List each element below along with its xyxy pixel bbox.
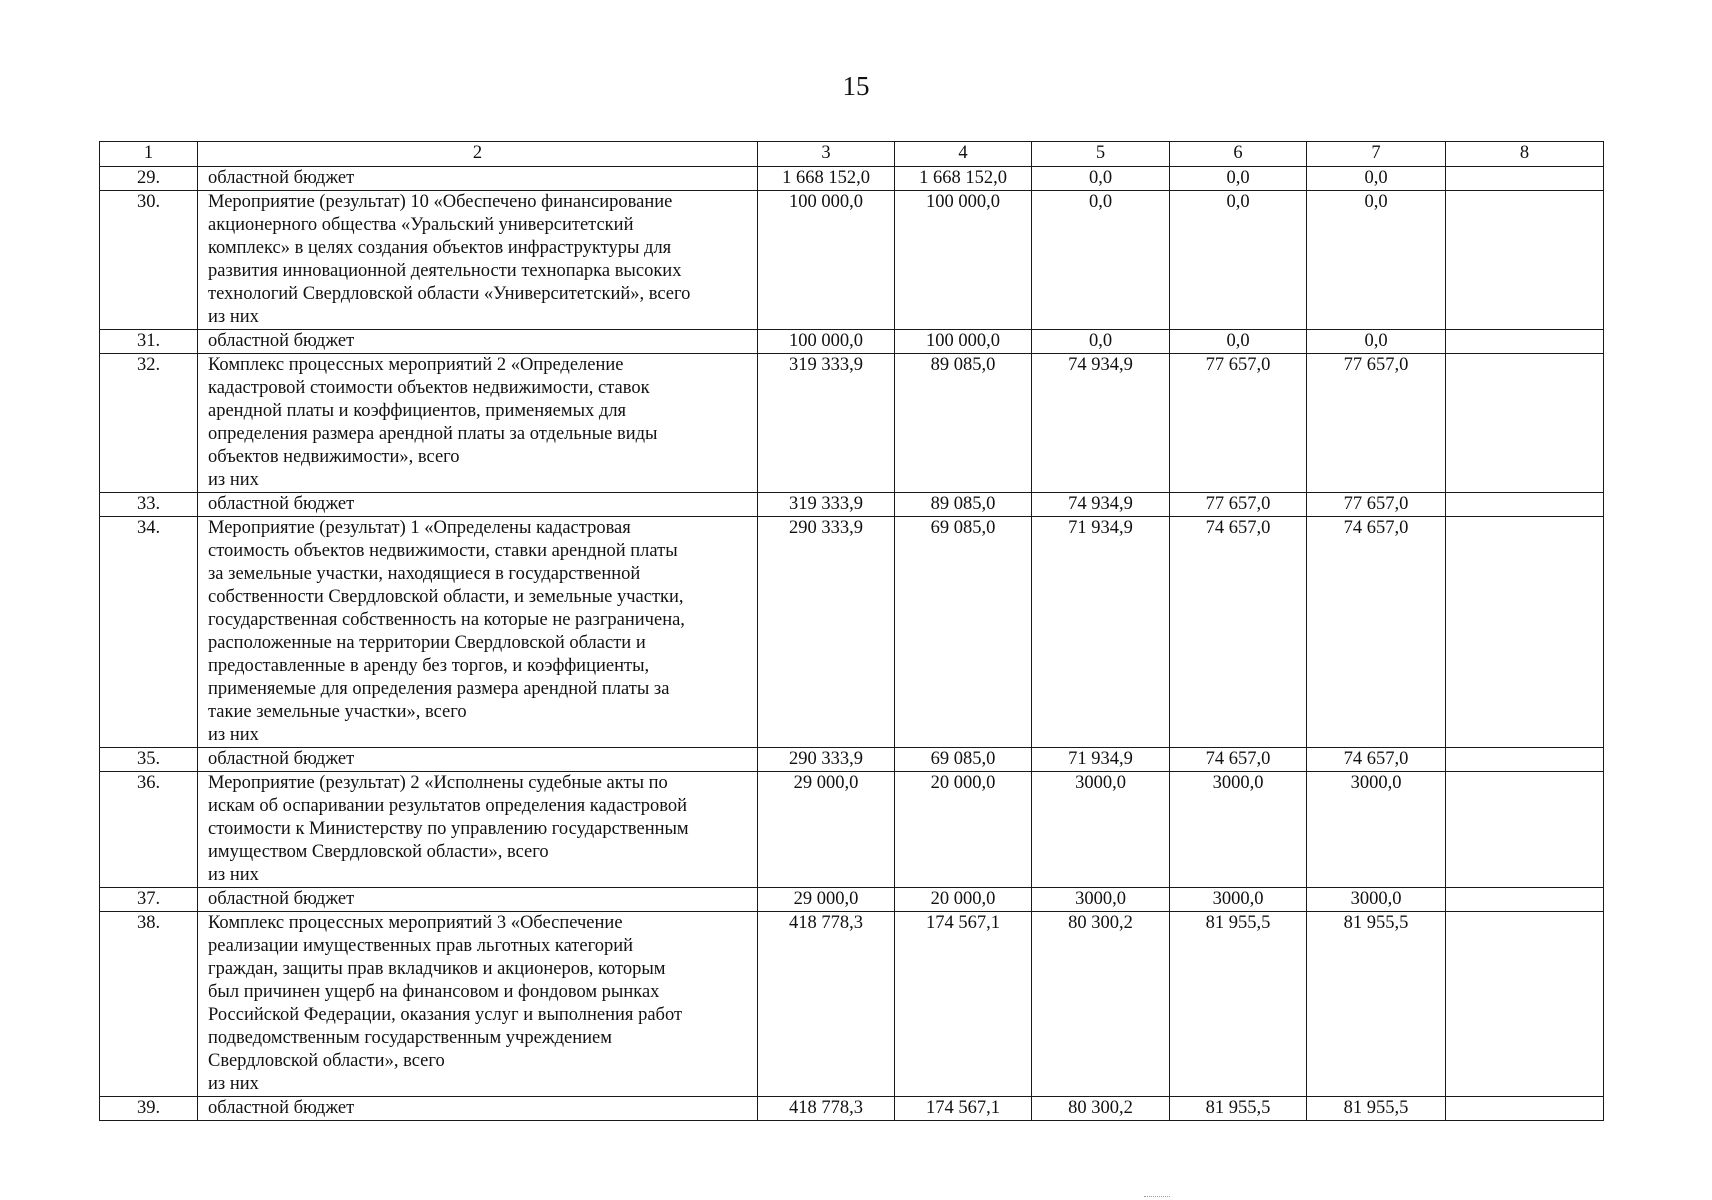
value-col-8: [1446, 517, 1604, 748]
value-col-6: 0,0: [1170, 330, 1307, 354]
value-col-7: 81 955,5: [1307, 1097, 1446, 1121]
value-col-3: 290 333,9: [758, 748, 895, 772]
value-col-6: 81 955,5: [1170, 912, 1307, 1097]
value-col-6: 77 657,0: [1170, 493, 1307, 517]
value-col-4: 89 085,0: [895, 354, 1032, 493]
value-col-3: 290 333,9: [758, 517, 895, 748]
value-col-3: 319 333,9: [758, 354, 895, 493]
row-name: областной бюджет: [198, 167, 758, 191]
column-header-1: 1: [100, 142, 198, 167]
value-col-7: 74 657,0: [1307, 748, 1446, 772]
value-col-3: 418 778,3: [758, 1097, 895, 1121]
value-col-7: 3000,0: [1307, 772, 1446, 888]
value-col-8: [1446, 167, 1604, 191]
value-col-7: 0,0: [1307, 330, 1446, 354]
column-header-8: 8: [1446, 142, 1604, 167]
value-col-7: 0,0: [1307, 191, 1446, 330]
row-number: 33.: [100, 493, 198, 517]
row-name: Комплекс процессных мероприятий 2 «Определение кадастровой стоимости объектов недвижимости, ставок арендной платы и коэффициентов, применяемых для определения размера арендной платы за отдельные виды объектов недвижимости», всего из них: [198, 354, 758, 493]
row-number: 36.: [100, 772, 198, 888]
table-row: [100, 493, 1604, 517]
value-col-5: 3000,0: [1032, 888, 1170, 912]
row-name: областной бюджет: [198, 748, 758, 772]
row-name: Мероприятие (результат) 2 «Исполнены судебные акты по искам об оспаривании результатов определения кадастровой стоимости к Министерству по управлению государственным имуществом Свердловской области», всего из них: [198, 772, 758, 888]
table-row: [100, 772, 1604, 888]
value-col-4: 20 000,0: [895, 772, 1032, 888]
row-number: 37.: [100, 888, 198, 912]
value-col-7: 77 657,0: [1307, 354, 1446, 493]
value-col-4: 100 000,0: [895, 191, 1032, 330]
value-col-4: 89 085,0: [895, 493, 1032, 517]
table-row: [100, 748, 1604, 772]
table-row: [100, 191, 1604, 330]
page-number: 15: [842, 71, 870, 101]
value-col-4: 69 085,0: [895, 748, 1032, 772]
row-number: 30.: [100, 191, 198, 330]
row-name: областной бюджет: [198, 330, 758, 354]
row-name: Комплекс процессных мероприятий 3 «Обеспечение реализации имущественных прав льготных категорий граждан, защиты прав вкладчиков и акционеров, которым был причинен ущерб на финансовом и фондовом рынках Российской Федерации, оказания услуг и выполнения работ подведомственным государственным учреждением Свердловской области», всего из них: [198, 912, 758, 1097]
value-col-5: 71 934,9: [1032, 748, 1170, 772]
row-number: 34.: [100, 517, 198, 748]
column-header-4: 4: [895, 142, 1032, 167]
row-name: Мероприятие (результат) 10 «Обеспечено финансирование акционерного общества «Уральский университетский комплекс» в целях создания объектов инфраструктуры для развития инновационной деятельности технопарка высоких технологий Свердловской области «Университетский», всего из них: [198, 191, 758, 330]
value-col-8: [1446, 888, 1604, 912]
value-col-7: 77 657,0: [1307, 493, 1446, 517]
value-col-8: [1446, 748, 1604, 772]
value-col-5: 0,0: [1032, 191, 1170, 330]
value-col-8: [1446, 493, 1604, 517]
table-row: [100, 888, 1604, 912]
value-col-4: 174 567,1: [895, 912, 1032, 1097]
row-name: областной бюджет: [198, 493, 758, 517]
value-col-3: 319 333,9: [758, 493, 895, 517]
value-col-3: 418 778,3: [758, 912, 895, 1097]
column-header-7: 7: [1307, 142, 1446, 167]
value-col-6: 74 657,0: [1170, 517, 1307, 748]
value-col-5: 0,0: [1032, 330, 1170, 354]
column-header-2: 2: [198, 142, 758, 167]
row-number: 38.: [100, 912, 198, 1097]
table-row: [100, 354, 1604, 493]
value-col-7: 74 657,0: [1307, 517, 1446, 748]
value-col-4: 1 668 152,0: [895, 167, 1032, 191]
table-row: [100, 167, 1604, 191]
value-col-3: 29 000,0: [758, 772, 895, 888]
row-name: областной бюджет: [198, 1097, 758, 1121]
value-col-4: 100 000,0: [895, 330, 1032, 354]
value-col-5: 0,0: [1032, 167, 1170, 191]
value-col-7: 81 955,5: [1307, 912, 1446, 1097]
value-col-4: 174 567,1: [895, 1097, 1032, 1121]
row-name: Мероприятие (результат) 1 «Определены кадастровая стоимость объектов недвижимости, ставки арендной платы за земельные участки, находящиеся в государственной собственности Свердловской области, и земельные участки, государственная собственность на которые не разграничена, расположенные на территории Свердловской области и предоставленные в аренду без торгов, и коэффициенты, применяемые для определения размера арендной платы за такие земельные участки», всего из них: [198, 517, 758, 748]
value-col-5: 80 300,2: [1032, 1097, 1170, 1121]
value-col-5: 74 934,9: [1032, 354, 1170, 493]
value-col-3: 1 668 152,0: [758, 167, 895, 191]
value-col-5: 74 934,9: [1032, 493, 1170, 517]
value-col-6: 0,0: [1170, 167, 1307, 191]
row-name: областной бюджет: [198, 888, 758, 912]
row-number: 29.: [100, 167, 198, 191]
value-col-5: 80 300,2: [1032, 912, 1170, 1097]
table-row: [100, 912, 1604, 1097]
row-number: 31.: [100, 330, 198, 354]
row-number: 35.: [100, 748, 198, 772]
value-col-8: [1446, 772, 1604, 888]
value-col-8: [1446, 912, 1604, 1097]
value-col-8: [1446, 191, 1604, 330]
table-body: [100, 167, 1604, 1121]
column-header-6: 6: [1170, 142, 1307, 167]
value-col-6: 0,0: [1170, 191, 1307, 330]
value-col-5: 71 934,9: [1032, 517, 1170, 748]
row-number: 39.: [100, 1097, 198, 1121]
value-col-8: [1446, 330, 1604, 354]
table-row: [100, 330, 1604, 354]
value-col-6: 3000,0: [1170, 772, 1307, 888]
value-col-3: 100 000,0: [758, 330, 895, 354]
table-row: [100, 517, 1604, 748]
value-col-6: 3000,0: [1170, 888, 1307, 912]
scan-artifact: [1144, 1196, 1170, 1199]
value-col-6: 77 657,0: [1170, 354, 1307, 493]
value-col-4: 69 085,0: [895, 517, 1032, 748]
value-col-4: 20 000,0: [895, 888, 1032, 912]
table-row: [100, 1097, 1604, 1121]
value-col-7: 3000,0: [1307, 888, 1446, 912]
value-col-7: 0,0: [1307, 167, 1446, 191]
value-col-3: 29 000,0: [758, 888, 895, 912]
value-col-6: 81 955,5: [1170, 1097, 1307, 1121]
row-number: 32.: [100, 354, 198, 493]
value-col-3: 100 000,0: [758, 191, 895, 330]
value-col-8: [1446, 354, 1604, 493]
column-header-5: 5: [1032, 142, 1170, 167]
value-col-5: 3000,0: [1032, 772, 1170, 888]
table-header-row: [100, 142, 1604, 167]
value-col-8: [1446, 1097, 1604, 1121]
value-col-6: 74 657,0: [1170, 748, 1307, 772]
budget-table: [99, 141, 1604, 1121]
column-header-3: 3: [758, 142, 895, 167]
